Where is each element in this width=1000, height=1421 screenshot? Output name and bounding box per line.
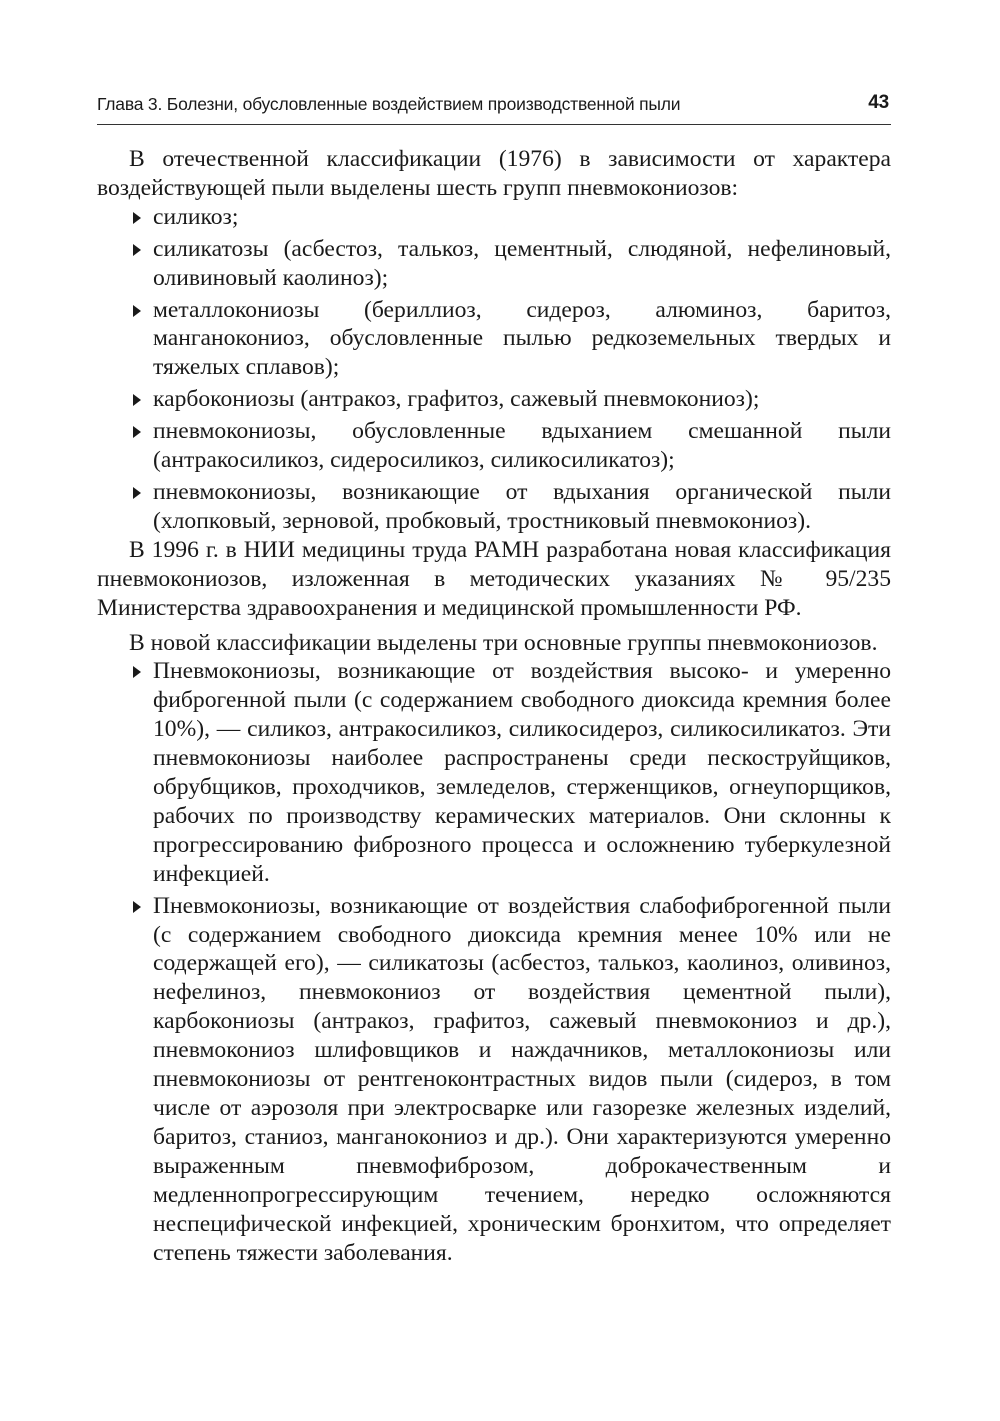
groups-1976-list: [97, 203, 891, 536]
triangle-bullet-icon: [133, 305, 141, 317]
list-item: металлокониозы (бериллиоз, сидероз, алюминоз, баритоз, манганокониоз, обусловленные пылью редкоземельных твердых и тяжелых сплавов);: [97, 296, 891, 383]
list-item: карбокониозы (антракоз, графитоз, сажевый пневмокониоз);: [97, 385, 891, 414]
list-item: пневмокониозы, обусловленные вдыханием смешанной пыли (антракосиликоз, сидеросиликоз, силикосиликатоз);: [97, 417, 891, 475]
triangle-bullet-icon: [133, 901, 141, 913]
page-number: 43: [868, 92, 889, 113]
list-item: Пневмокониозы, возникающие от воздействия слабофиброгенной пыли (с содержанием свободного диоксида кремния менее 10% или не содержащей его), — силикатозы (асбестоз, талькоз, каолиноз, оливиноз, нефелиноз, пневмокониоз от воздействия цементной пыли), карбокониозы (антракоз, графитоз, сажевый пневмокониоз и др.), пневмокониоз шлифовщиков и наждачников, металлокониозы или пневмокониозы от рентгеноконтрастных видов пыли (сидероз, в том числе от аэрозоля при электросварке или газорезке железных изделий, баритоз, станиоз, манганокониоз и др.). Они характеризуются умеренно выраженным пневмофиброзом, доброкачественным и медленнопрогрессирующим течением, нередко осложняются неспецифической инфекцией, хроническим бронхитом, что определяет степень тяжести заболевания.: [97, 892, 891, 1268]
body-text: [97, 145, 891, 1267]
triangle-bullet-icon: [133, 487, 141, 499]
list-item: силикатозы (асбестоз, талькоз, цементный, слюдяной, нефелиновый, оливиновый каолиноз);: [97, 235, 891, 293]
triangle-bullet-icon: [133, 666, 141, 678]
groups-new-list: [97, 657, 891, 1267]
running-header: [97, 90, 891, 125]
list-item: силикоз;: [97, 203, 891, 232]
intro-paragraph: В отечественной классификации (1976) в зависимости от характера воздействующей пыли выделены шесть групп пневмокониозов:: [97, 146, 891, 201]
paragraph-1996: В 1996 г. в НИИ медицины труда РАМН разработана новая классификация пневмокониозов, изложенная в методических указаниях № 95/235 Министерства здравоохранения и медицинской промышленности РФ.: [97, 536, 891, 621]
list-item: пневмокониозы, возникающие от вдыхания органической пыли (хлопковый, зерновой, пробковый, тростниковый пневмокониоз).: [97, 478, 891, 536]
list-item: Пневмокониозы, возникающие от воздействия высоко- и умеренно фиброгенной пыли (с содержанием свободного диоксида кремния более 10%), — силикоз, антракосиликоз, силикосидероз, силикосиликатоз. Эти пневмокониозы наиболее распространены среди пескоструйщиков, обрубщиков, проходчиков, земледелов, стерженщиков, огнеупорщиков, рабочих по производству керамических материалов. Они склонны к прогрессированию фиброзного процесса и осложнению туберкулезной инфекцией.: [97, 657, 891, 888]
triangle-bullet-icon: [133, 244, 141, 256]
triangle-bullet-icon: [133, 212, 141, 224]
chapter-title: Глава 3. Болезни, обусловленные воздействием производственной пыли: [97, 94, 681, 114]
triangle-bullet-icon: [133, 394, 141, 406]
triangle-bullet-icon: [133, 426, 141, 438]
paragraph-new-classification: В новой классификации выделены три основные группы пневмокониозов.: [129, 629, 878, 656]
